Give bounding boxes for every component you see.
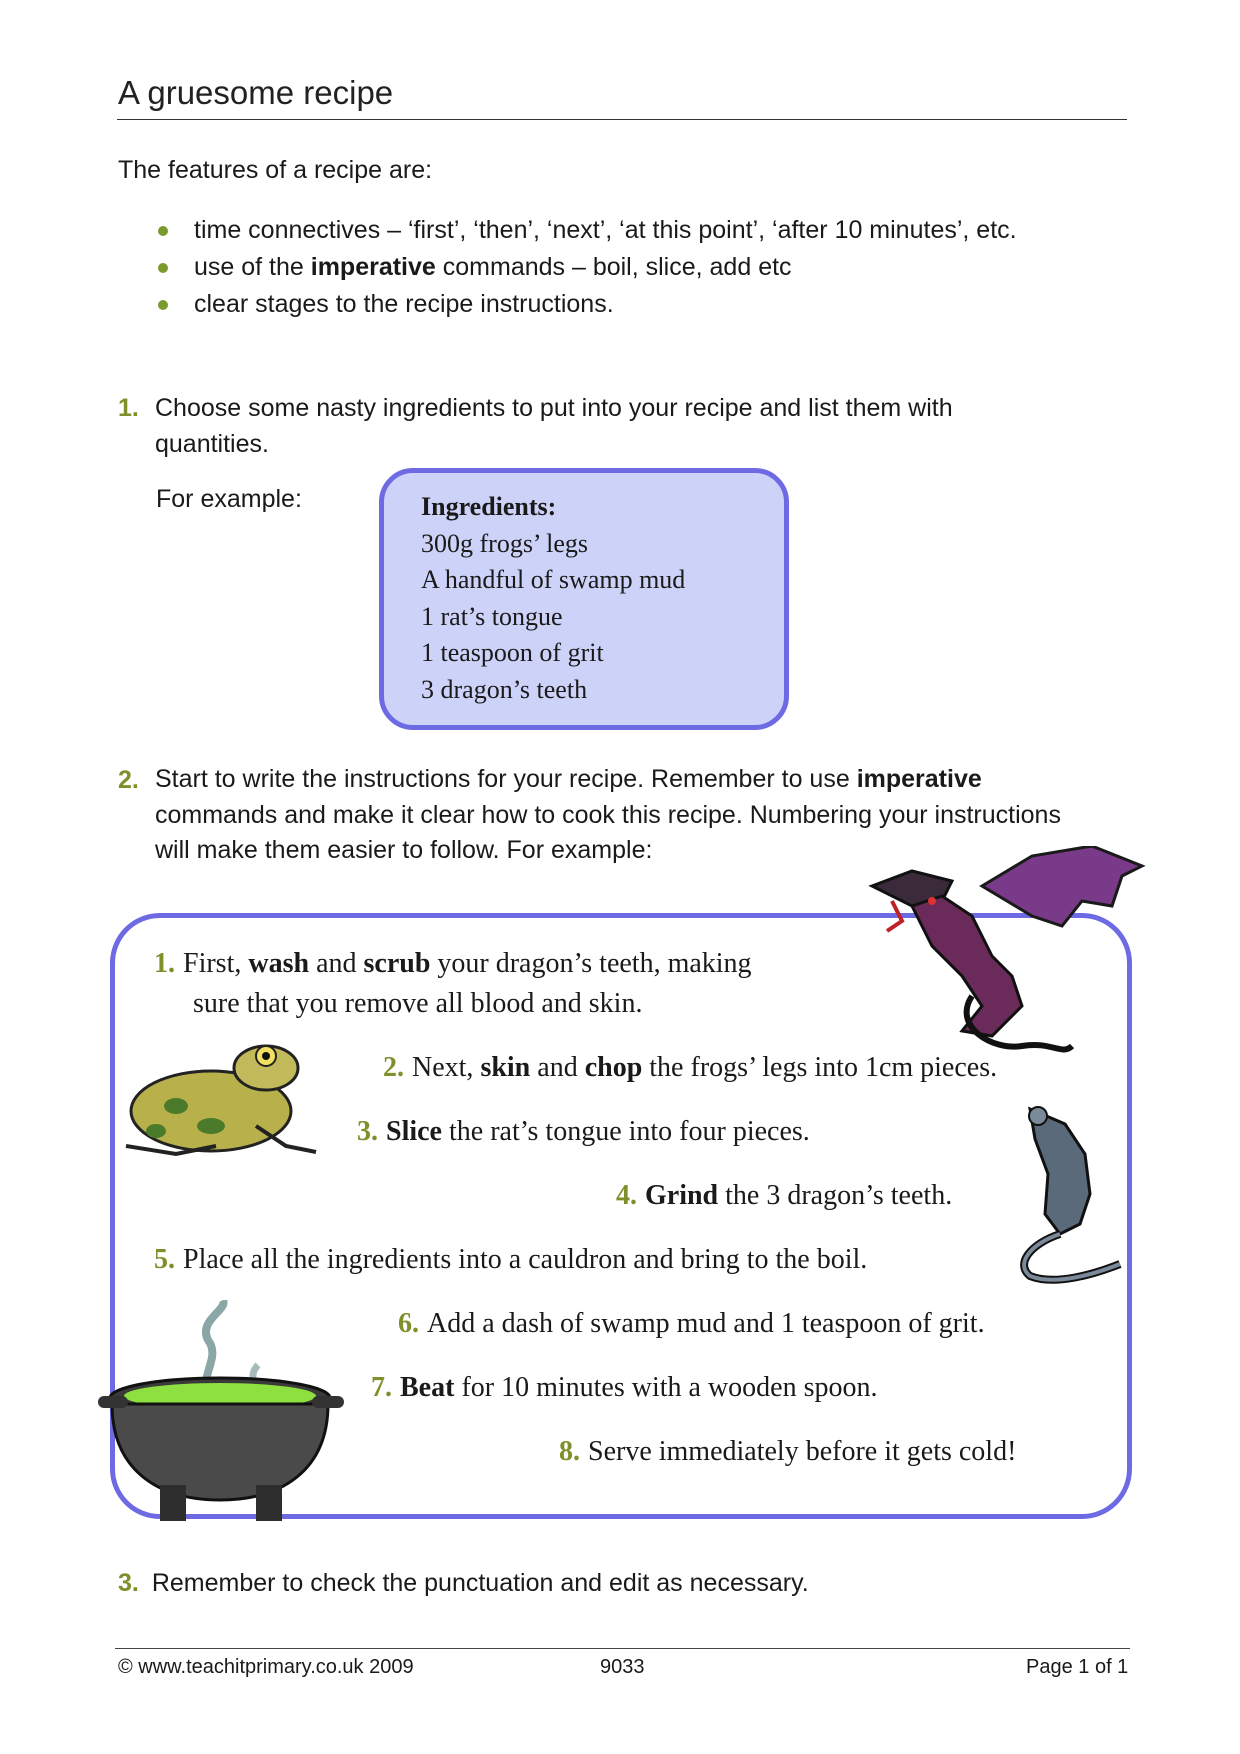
- method-step: 2. Next, skin and chop the frogs’ legs into 1cm pieces.: [383, 1052, 998, 1083]
- method-step: 4. Grind the 3 dragon’s teeth.: [616, 1180, 953, 1211]
- question-number: 2.: [118, 766, 139, 794]
- ingredients-box: [379, 468, 789, 730]
- ingredient-item: 1 teaspoon of grit: [421, 638, 604, 667]
- question-2: [118, 762, 1098, 864]
- method-step: 7. Beat for 10 minutes with a wooden spoon.: [371, 1372, 878, 1403]
- method-step-continued: sure that you remove all blood and skin.: [193, 988, 643, 1019]
- list-item: use of the imperative commands – boil, slice, add etc: [152, 249, 1017, 286]
- question-3: [118, 1569, 809, 1598]
- question-number: 3.: [118, 1569, 139, 1597]
- question-number: 1.: [118, 394, 139, 422]
- list-item: time connectives – ‘first’, ‘then’, ‘next’, ‘at this point’, ‘after 10 minutes’, etc.: [152, 212, 1017, 249]
- bullet-icon: [158, 263, 168, 273]
- ingredient-item: 300g frogs’ legs: [421, 528, 589, 558]
- footer-page-number: Page 1 of 1: [1026, 1656, 1129, 1678]
- page-title: A gruesome recipe: [118, 74, 394, 111]
- features-list: [152, 212, 1017, 323]
- frog-illustration: [116, 1036, 322, 1162]
- ingredient-item: A handful of swamp mud: [421, 565, 686, 594]
- question-text: Start to write the instructions for your recipe. Remember to use imperative commands and make it clear how to cook this recipe. Numbering your instructions will make them easier to follow. For example:: [155, 765, 1061, 864]
- bullet-icon: [158, 300, 168, 310]
- ingredients-heading: Ingredients:: [421, 492, 557, 521]
- method-step: 6. Add a dash of swamp mud and 1 teaspoon of grit.: [398, 1308, 985, 1339]
- footer-copyright: © www.teachitprimary.co.uk 2009: [118, 1656, 414, 1678]
- method-step: 1. First, wash and scrub your dragon’s teeth, making: [154, 948, 752, 979]
- footer-divider: [115, 1648, 1130, 1649]
- method-step: 8. Serve immediately before it gets cold!: [559, 1436, 1017, 1467]
- bullet-icon: [158, 226, 168, 236]
- intro-text: The features of a recipe are:: [118, 156, 433, 184]
- method-step: 3. Slice the rat’s tongue into four pieces.: [357, 1116, 810, 1147]
- cauldron-illustration: [98, 1300, 344, 1522]
- ingredient-item: 1 rat’s tongue: [421, 601, 563, 631]
- footer-document-id: 9033: [600, 1656, 645, 1678]
- question-text: Remember to check the punctuation and edit as necessary.: [151, 1569, 809, 1597]
- rat-illustration: [1010, 1094, 1128, 1286]
- list-item: clear stages to the recipe instructions.: [152, 286, 1017, 323]
- ingredient-item: 3 dragon’s teeth: [421, 674, 588, 704]
- question-text: Choose some nasty ingredients to put into your recipe and list them with quantities.: [155, 394, 953, 458]
- title-divider: [117, 119, 1127, 120]
- question-1: [118, 390, 1078, 458]
- example-label: For example:: [156, 485, 302, 513]
- dragon-illustration: [862, 846, 1152, 1058]
- method-step: 5. Place all the ingredients into a cauldron and bring to the boil.: [154, 1244, 868, 1275]
